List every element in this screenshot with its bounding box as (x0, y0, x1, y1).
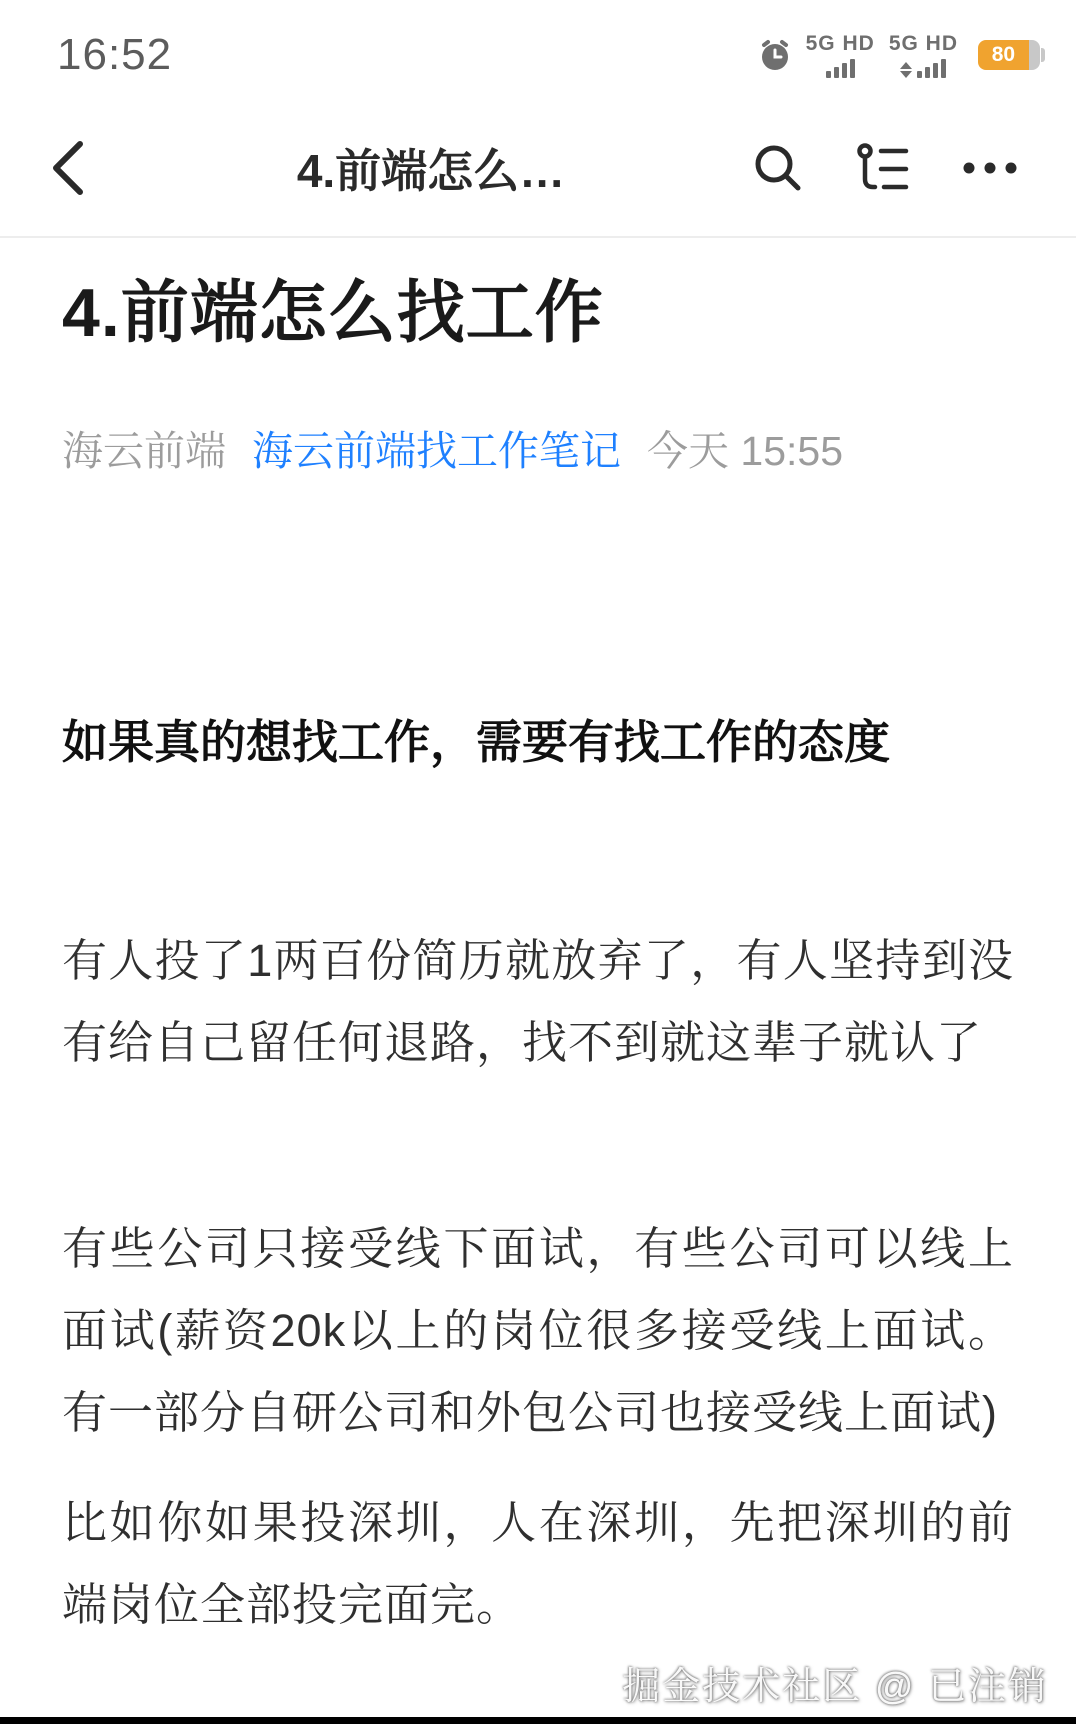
article-meta (62, 418, 1014, 477)
outline-catalog-icon (856, 142, 910, 194)
outline-button[interactable] (856, 142, 910, 194)
alarm-clock-icon (758, 38, 792, 72)
nav-title: 4.前端怎么… (296, 145, 566, 197)
signal-sim2 (889, 32, 958, 78)
bottom-edge-bar (0, 1717, 1076, 1724)
nav-actions (752, 142, 1018, 194)
back-chevron-icon (50, 139, 86, 197)
publish-time: 今天 15:55 (647, 428, 843, 474)
more-ellipsis-icon (962, 161, 1018, 175)
watermark: 掘金技术社区 @ 已注销 (622, 1666, 1048, 1708)
battery-icon (978, 40, 1040, 70)
article-content (0, 274, 1076, 1646)
search-button[interactable] (752, 142, 804, 194)
paragraph: 有人投了1两百份简历就放弃了，有人坚持到没有给自己留任何退路，找不到就这辈子就认了 (62, 935, 1014, 1068)
paragraph: 比如你如果投深圳，人在深圳，先把深圳的前端岗位全部投完面完。 (62, 1497, 1014, 1630)
status-bar (0, 0, 1076, 100)
status-indicators (758, 32, 1040, 78)
signal-sim1 (806, 32, 875, 78)
signal-bars-icon (826, 58, 855, 78)
network-type-label: 5G HD (888, 32, 958, 55)
author-name[interactable]: 海云前端 (62, 428, 226, 474)
back-button[interactable] (50, 139, 110, 197)
column-link[interactable]: 海云前端找工作笔记 (252, 428, 621, 474)
article-title: 4.前端怎么找工作 (62, 275, 604, 351)
section-heading: 如果真的想找工作，需要有找工作的态度 (62, 716, 890, 768)
nav-bar (0, 100, 1076, 238)
paragraph: 有些公司只接受线下面试，有些公司可以线上面试(薪资20k以上的岗位很多接受线上面试。有一部分自研公司和外包公司也接受线上面试) (62, 1223, 1014, 1438)
battery-percent: 80 (991, 43, 1016, 66)
signal-bars-arrows-icon (900, 58, 946, 78)
search-icon (752, 142, 804, 194)
clock-time: 16:52 (57, 30, 173, 79)
more-button[interactable] (962, 161, 1018, 175)
network-type-label: 5G HD (805, 32, 875, 55)
